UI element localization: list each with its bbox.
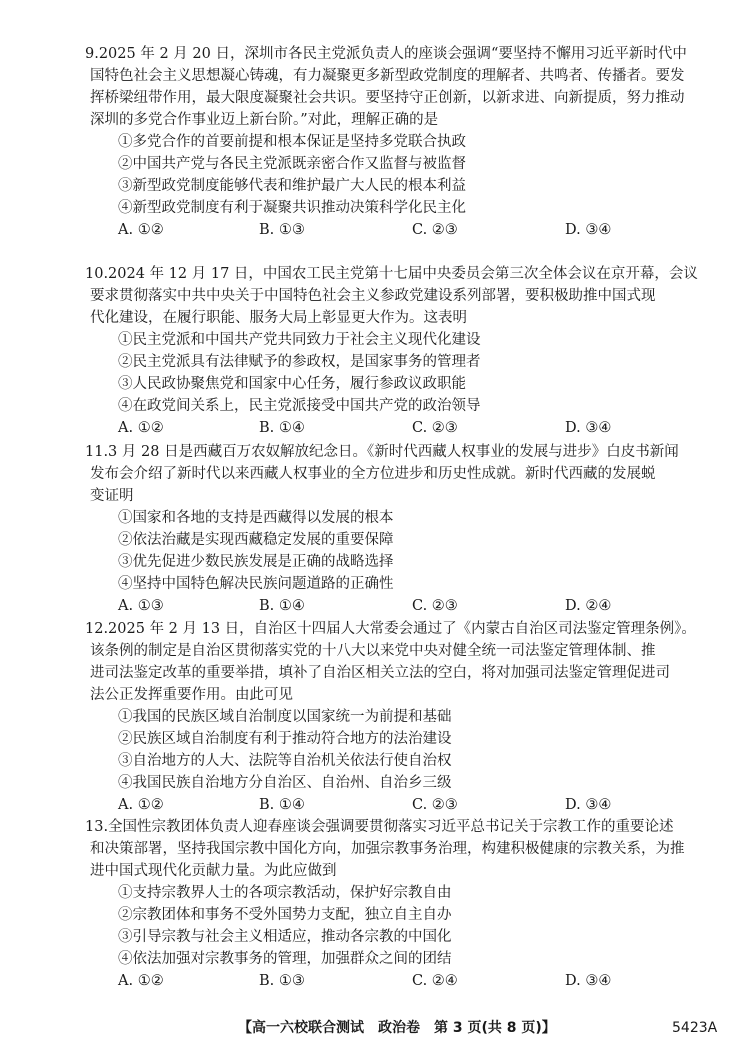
question-13 [85,816,730,992]
choice-b: B. ①④ [259,420,305,436]
answer-choices [90,595,730,617]
footer-code: 5423A [672,1020,718,1036]
question-stem-line: 进司法鉴定改革的重要举措，填补了自治区相关立法的空白，将对加强司法鉴定管理促进司 [90,665,670,681]
question-stem-line: 发布会介绍了新时代以来西藏人权事业的全方位进步和历史性成就。新时代西藏的发展蜕 [90,466,656,482]
choice-a: A. ①② [118,797,164,813]
choice-c: C. ②④ [412,973,458,989]
answer-choices [90,219,730,241]
answer-choices [90,417,730,439]
choice-d: D. ②④ [565,598,612,614]
choice-b: B. ①④ [259,797,305,813]
statement-4: ④在政党间关系上，民主党派接受中国共产党的政治领导 [118,398,481,414]
statement-2: ②民族区域自治制度有利于推动符合地方的法治建设 [118,731,452,747]
choice-d: D. ③④ [565,973,612,989]
question-stem-line: 国特色社会主义思想凝心铸魂，有力凝聚更多新型政党制度的理解者、共鸣者、传播者。要发 [90,68,685,84]
statement-1: ①多党合作的首要前提和根本保证是坚持多党联合执政 [118,134,466,150]
question-stem-line: 挥桥梁纽带作用，最大限度凝聚社会共识。要坚持守正创新，以新求进、向新提质，努力推动 [90,90,685,106]
statement-2: ②依法治藏是实现西藏稳定发展的重要保障 [118,532,394,548]
question-stem-line: 10.2024 年 12 月 17 日，中国农工民主党第十七届中央委员会第三次全体会议在京开幕，会议 [85,266,698,282]
answer-choices [90,970,730,992]
question-stem-line: 11.3 月 28 日是西藏百万农奴解放纪念日。《新时代西藏人权事业的发展与进步》白皮书新闻 [85,444,679,460]
choice-a: A. ①② [118,973,164,989]
choice-b: B. ①③ [259,973,305,989]
footer-exam-title: 【高一六校联合测试 政治卷 第 3 页(共 8 页)】 [238,1020,556,1036]
choice-d: D. ③④ [565,797,612,813]
choice-d: D. ③④ [565,222,612,238]
page-footer [0,1017,752,1039]
question-stem-line: 该条例的制定是自治区贯彻落实党的十八大以来党中央对健全统一司法鉴定管理体制、推 [90,643,656,659]
question-stem-line: 13.全国性宗教团体负责人迎春座谈会强调要贯彻落实习近平总书记关于宗教工作的重要论述 [85,819,674,835]
question-9 [85,43,730,241]
question-stem-line: 和决策部署，坚持我国宗教中国化方向，加强宗教事务治理，构建积极健康的宗教关系，为推 [90,841,685,857]
statement-4: ④新型政党制度有利于凝聚共识推动决策科学化民主化 [118,200,466,216]
question-stem-line: 12.2025 年 2 月 13 日，自治区十四届人大常委会通过了《内蒙古自治区司法鉴定管理条例》。 [85,621,696,637]
statement-3: ③优先促进少数民族发展是正确的战略选择 [118,554,394,570]
statement-1: ①支持宗教界人士的各项宗教活动，保护好宗教自由 [118,885,452,901]
statement-1: ①民主党派和中国共产党共同致力于社会主义现代化建设 [118,332,481,348]
question-stem-line: 变证明 [90,488,134,504]
statement-2: ②宗教团体和事务不受外国势力支配，独立自主自办 [118,907,452,923]
question-11 [85,441,730,617]
statement-3: ③新型政党制度能够代表和维护最广大人民的根本利益 [118,178,466,194]
choice-c: C. ②③ [412,797,458,813]
choice-a: A. ①② [118,420,164,436]
answer-choices [90,794,730,816]
question-stem-line: 进中国式现代化贡献力量。为此应做到 [90,863,337,879]
choice-b: B. ①③ [259,222,305,238]
choice-c: C. ②③ [412,222,458,238]
question-stem-line: 要求贯彻落实中共中央关于中国特色社会主义参政党建设系列部署，要积极助推中国式现 [90,288,656,304]
statement-4: ④我国民族自治地方分自治区、自治州、自治乡三级 [118,775,452,791]
question-stem-line: 代化建设，在履行职能、服务大局上彰显更大作为。这表明 [90,310,467,326]
statement-3: ③自治地方的人大、法院等自治机关依法行使自治权 [118,753,452,769]
statement-4: ④坚持中国特色解决民族问题道路的正确性 [118,576,394,592]
statement-1: ①国家和各地的支持是西藏得以发展的根本 [118,510,394,526]
choice-c: C. ②③ [412,598,458,614]
statement-2: ②民主党派具有法律赋予的参政权，是国家事务的管理者 [118,354,481,370]
question-12 [85,618,730,816]
choice-b: B. ①④ [259,598,305,614]
question-stem-line: 法公正发挥重要作用。由此可见 [90,687,293,703]
statement-2: ②中国共产党与各民主党派既亲密合作又监督与被监督 [118,156,466,172]
choice-a: A. ①② [118,222,164,238]
statement-3: ③人民政协聚焦党和国家中心任务，履行参政议政职能 [118,376,466,392]
choice-a: A. ①③ [118,598,164,614]
question-stem-line: 深圳的多党合作事业迈上新台阶。”对此，理解正确的是 [90,112,439,128]
choice-d: D. ③④ [565,420,612,436]
statement-1: ①我国的民族区域自治制度以国家统一为前提和基础 [118,709,452,725]
statement-3: ③引导宗教与社会主义相适应，推动各宗教的中国化 [118,929,452,945]
statement-4: ④依法加强对宗教事务的管理，加强群众之间的团结 [118,951,452,967]
question-stem-line: 9.2025 年 2 月 20 日，深圳市各民主党派负责人的座谈会强调“要坚持不懈用习近平新时代中 [85,46,687,62]
question-10 [85,263,730,439]
choice-c: C. ②③ [412,420,458,436]
